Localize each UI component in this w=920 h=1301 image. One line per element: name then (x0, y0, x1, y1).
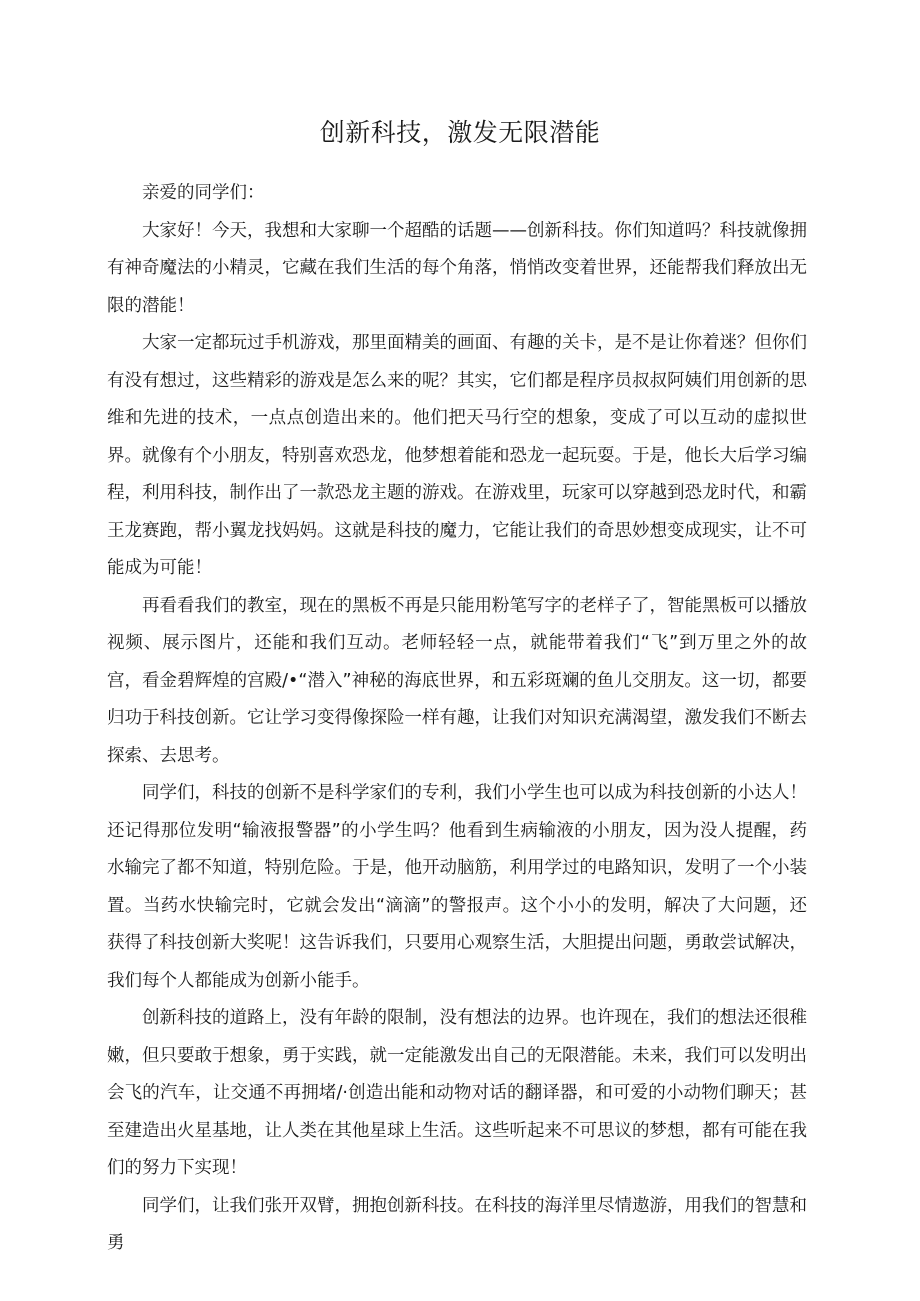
page-title: 创新科技，激发无限潜能 (319, 118, 601, 147)
document-body (107, 175, 807, 1263)
paragraph-classroom: 再看看我们的教室，现在的黑板不再是只能用粉笔写字的老样子了，智能黑板可以播放视频、展示图片，还能和我们互动。老师轻轻一点，就能带着我们“飞”到万里之外的故宫，看金碧辉煌的宫殿/•“潜入”神秘的海底世界，和五彩斑斓的鱼儿交朋友。这一切，都要归功于科技创新。它让学习变得像探险一样有趣，让我们对知识充满渴望，激发我们不断去探索、去思考。 (107, 595, 807, 766)
paragraph-closing: 同学们，让我们张开双臂，拥抱创新科技。在科技的海洋里尽情遨游，用我们的智慧和勇 (107, 1195, 807, 1253)
salutation: 亲爱的同学们： (142, 183, 265, 203)
paragraph-future: 创新科技的道路上，没有年龄的限制，没有想法的边界。也许现在，我们的想法还很稚嫩，但只要敢于想象，勇于实践，就一定能激发出自己的无限潜能。未来，我们可以发明出会飞的汽车，让交通不再拥堵/·创造出能和动物对话的翻译器，和可爱的小动物们聊天；甚至建造出火星基地，让人类在其他星球上生活。这些听起来不可思议的梦想，都有可能在我们的努力下实现！ (107, 1008, 807, 1178)
paragraph-student-inventor: 同学们，科技的创新不是科学家们的专利，我们小学生也可以成为科技创新的小达人！还记得那位发明“输液报警器”的小学生吗？他看到生病输液的小朋友，因为没人提醒，药水输完了都不知道，特别危险。于是，他开动脑筋，利用学过的电路知识，发明了一个小装置。当药水快输完时，它就会发出“滴滴”的警报声。这个小小的发明，解决了大问题，还获得了科技创新大奖呢！这告诉我们，只要用心观察生活，大胆提出问题，勇敢尝试解决，我们每个人都能成为创新小能手。 (107, 783, 807, 991)
paragraph-games: 大家一定都玩过手机游戏，那里面精美的画面、有趣的关卡，是不是让你着迷？但你们有没有想过，这些精彩的游戏是怎么来的呢？其实，它们都是程序员叔叔阿姨们用创新的思维和先进的技术，一点点创造出来的。他们把天马行空的想象，变成了可以互动的虚拟世界。就像有个小朋友，特别喜欢恐龙，他梦想着能和恐龙一起玩耍。于是，他长大后学习编程，利用科技，制作出了一款恐龙主题的游戏。在游戏里，玩家可以穿越到恐龙时代，和霸王龙赛跑，帮小翼龙找妈妈。这就是科技的魔力，它能让我们的奇思妙想变成现实，让不可能成为可能！ (107, 333, 807, 578)
paragraph-greeting: 大家好！今天，我想和大家聊一个超酷的话题——创新科技。你们知道吗？科技就像拥有神奇魔法的小精灵，它藏在我们生活的每个角落，悄悄改变着世界，还能帮我们释放出无限的潜能！ (107, 220, 807, 316)
